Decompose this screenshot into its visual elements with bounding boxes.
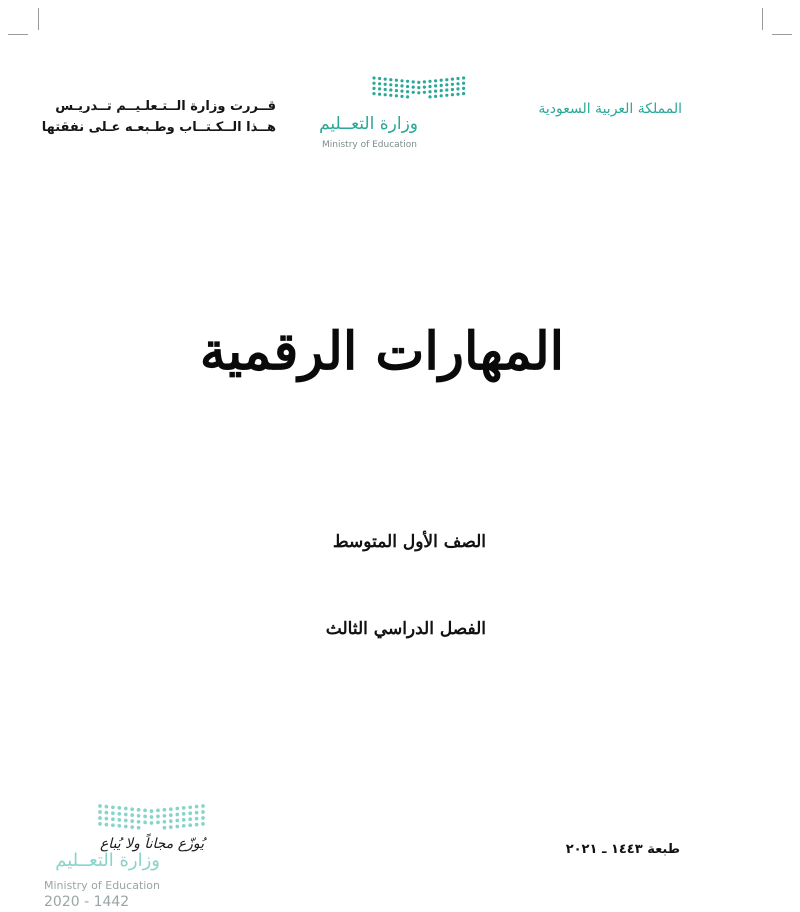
crop-mark-left-vertical xyxy=(38,8,39,30)
book-dots-logo-icon xyxy=(40,800,230,840)
book-title: المهارات الرقمية xyxy=(199,321,565,382)
free-distribution-note: يُوزّع مجاناً ولا يُباع xyxy=(99,836,204,852)
crop-mark-right-vertical xyxy=(762,8,763,30)
term-label: الفصل الدراسي الثالث xyxy=(325,619,486,639)
book-dots-logo-icon xyxy=(318,72,478,112)
crop-mark-right-horizontal xyxy=(772,34,792,35)
grade-label: الصف الأول المتوسط xyxy=(332,532,486,552)
years-label: 2020 - 1442 xyxy=(44,894,130,910)
approval-line-1: قــررت وزارة الــتـعلـيــم تــدريـس xyxy=(55,99,276,114)
ministry-name-en-bottom: Ministry of Education xyxy=(44,879,161,892)
approval-statement xyxy=(41,96,276,138)
kingdom-name: المملكة العربية السعودية xyxy=(538,101,682,117)
edition-label: طبعة ١٤٤٣ ـ ٢٠٢١ xyxy=(565,842,680,857)
ministry-logo xyxy=(318,72,478,154)
ministry-name-ar: وزارة التعــليم xyxy=(319,114,418,134)
ministry-name-en: Ministry of Education xyxy=(322,140,417,150)
ministry-logo-bottom xyxy=(40,800,230,912)
crop-mark-left-horizontal xyxy=(8,34,28,35)
ministry-name-ar-bottom: وزارة التعــليم xyxy=(55,850,160,871)
approval-line-2: هــذا الــكـتــاب وطـبعـه عـلى نفقتها xyxy=(41,120,276,135)
